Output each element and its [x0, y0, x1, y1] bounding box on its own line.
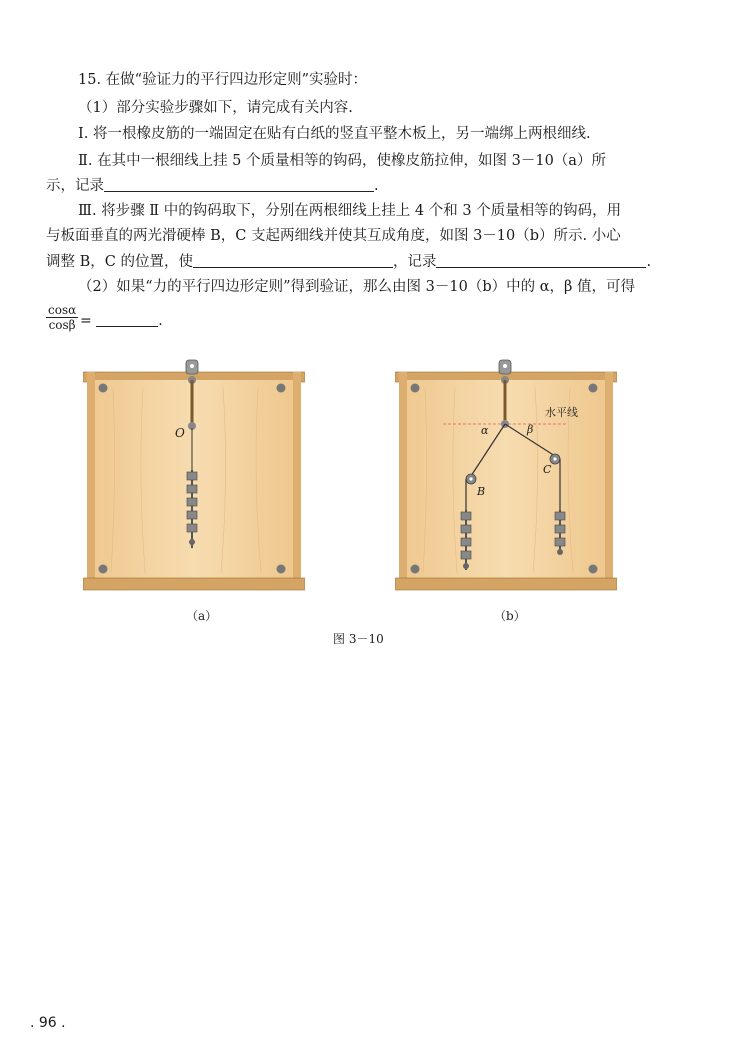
step3-text-a: Ⅲ. 将步骤 Ⅱ 中的钩码取下，分别在两根细线上挂上 4 个和 3 个质量相等的钩码，用 — [78, 203, 622, 219]
frame-right — [293, 372, 301, 584]
label-B: B — [477, 485, 486, 498]
subcaption-b: （b） — [494, 609, 526, 623]
answer-blank-4[interactable] — [96, 311, 158, 327]
step1-text: Ⅰ. 将一根橡皮筋的一端固定在贴有白纸的竖直平整木板上，另一端绑上两根细线. — [78, 126, 591, 142]
label-C: C — [543, 463, 552, 476]
screw-bl — [99, 565, 108, 574]
frame-left — [87, 372, 95, 584]
screw-br — [277, 565, 286, 574]
label-alpha: α — [481, 424, 489, 437]
frame-bottom — [83, 578, 305, 590]
figure-b — [395, 358, 617, 598]
question-stem: 15. 在做“验证力的平行四边形定则”实验时： — [78, 72, 367, 88]
fraction-denominator: cosβ — [48, 318, 76, 332]
fraction-numerator: cosα — [48, 303, 77, 317]
answer-blank-3[interactable] — [436, 252, 646, 268]
label-beta: β — [527, 423, 534, 436]
equals-answer: = . — [80, 313, 163, 329]
question-number: 15. — [78, 72, 102, 88]
step2-text-a: Ⅱ. 在其中一根细线上挂 5 个质量相等的钩码，使橡皮筋拉伸，如图 3－10（a）所 — [78, 153, 606, 169]
step3-text-b: 与板面垂直的两光滑硬棒 B，C 支起两细线并使其互成角度，如图 3－10（b）所示. 小心 — [46, 228, 621, 244]
step2-text-b: 示，记录 . — [46, 178, 379, 194]
label-horizontal: 水平线 — [545, 406, 578, 419]
figure-caption: 图 3－10 — [333, 632, 384, 646]
screw-tl — [99, 384, 108, 393]
screw-tr — [277, 384, 286, 393]
part2-text: （2）如果“力的平行四边形定则”得到验证，那么由图 3－10（b）中的 α，β 值，可得 — [78, 279, 636, 295]
label-O: O — [175, 426, 185, 440]
page-number: . 96 . — [30, 1015, 66, 1031]
figure-a — [83, 358, 305, 598]
subcaption-a: （a） — [186, 609, 218, 623]
step3-text-c: 调整 B，C 的位置，使 ，记录 . — [46, 254, 652, 270]
part1-intro: （1）部分实验步骤如下，请完成有关内容. — [78, 100, 353, 116]
answer-blank-1[interactable] — [104, 176, 374, 192]
cos-fraction — [46, 303, 78, 332]
answer-blank-2[interactable] — [193, 252, 393, 268]
